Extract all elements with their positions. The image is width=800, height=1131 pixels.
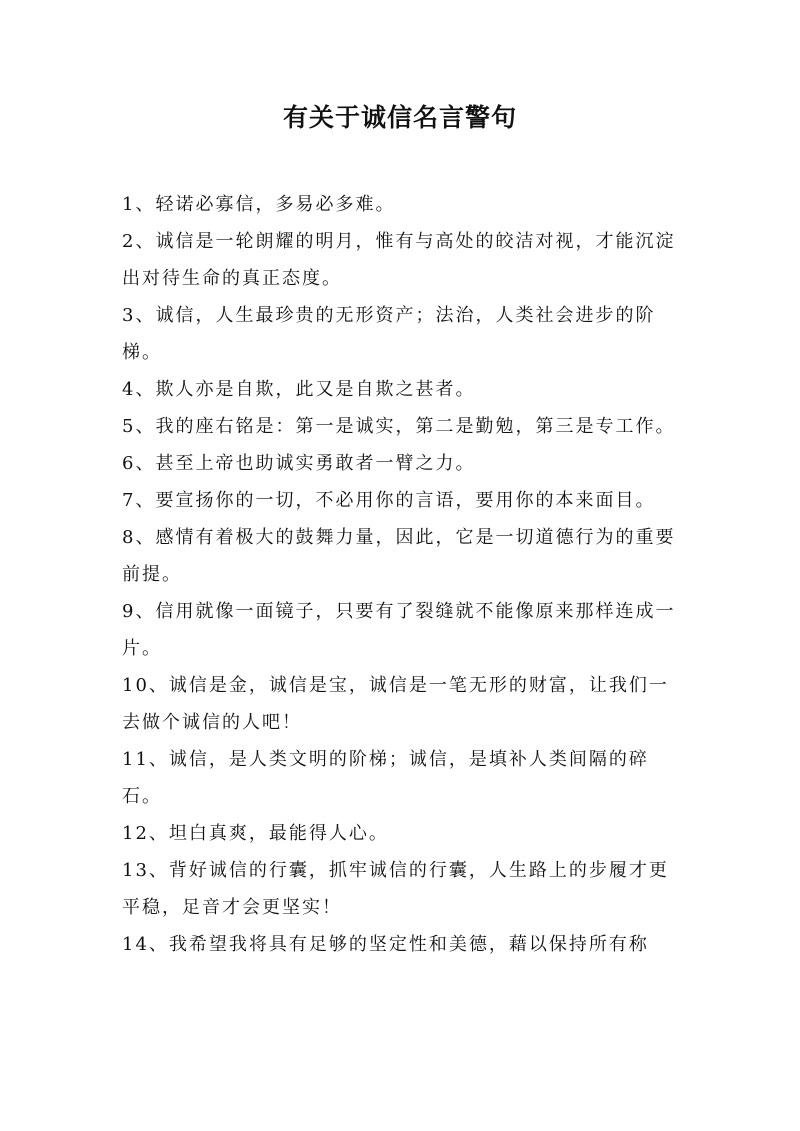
quote-item-13: 13、背好诚信的行囊，抓牢诚信的行囊，人生路上的步履才更平稳，足音才会更坚实！ <box>122 860 669 918</box>
quote-item-14: 14、我希望我将具有足够的坚定性和美德，藉以保持所有称 <box>122 934 649 955</box>
document-title: 有关于诚信名言警句 <box>282 103 517 132</box>
quote-item-11: 11、诚信，是人类文明的阶梯；诚信，是填补人类间隔的碎石。 <box>122 749 649 807</box>
quote-item-8: 8、感情有着极大的鼓舞力量，因此，它是一切道德行为的重要前提。 <box>122 527 676 585</box>
quote-item-6: 6、甚至上帝也助诚实勇敢者一臂之力。 <box>122 453 476 474</box>
quote-item-5: 5、我的座右铭是：第一是诚实，第二是勤勉，第三是专工作。 <box>122 416 676 437</box>
quote-item-10: 10、诚信是金，诚信是宝，诚信是一笔无形的财富，让我们一去做个诚信的人吧！ <box>122 675 669 733</box>
quote-item-12: 12、坦白真爽，最能得人心。 <box>122 823 389 844</box>
quote-item-9: 9、信用就像一面镜子，只要有了裂缝就不能像原来那样连成一片。 <box>122 601 676 659</box>
quote-item-3: 3、诚信，人生最珍贵的无形资产；法治，人类社会进步的阶梯。 <box>122 305 656 363</box>
quote-item-4: 4、欺人亦是自欺，此又是自欺之甚者。 <box>122 379 476 400</box>
quote-item-1: 1、轻诺必寡信，多易必多难。 <box>122 194 396 215</box>
quote-item-7: 7、要宣扬你的一切，不必用你的言语，要用你的本来面目。 <box>122 490 656 511</box>
quote-item-2: 2、诚信是一轮朗耀的明月，惟有与高处的皎洁对视，才能沉淀出对待生命的真正态度。 <box>122 231 676 289</box>
quote-list <box>122 186 687 963</box>
